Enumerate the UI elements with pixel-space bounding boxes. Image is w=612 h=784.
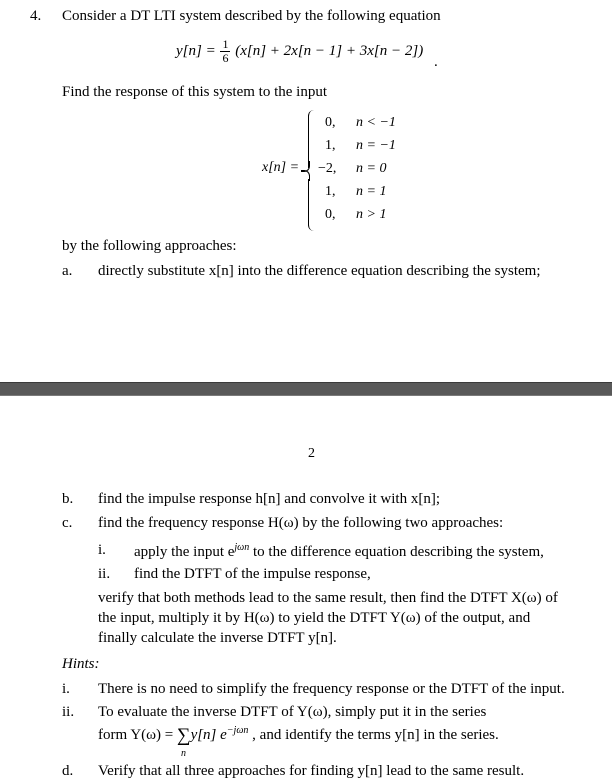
fraction-denominator: 6 [222,51,229,65]
find-response-text: Find the response of this system to the input [62,84,327,100]
sigma-symbol: ∑ [177,725,191,746]
hints-title: Hints: [62,656,100,672]
verify-line: finally calculate the inverse DTFT y[n]. [98,630,337,646]
sub-ii-label: ii. [98,566,111,582]
approach-d-text: Verify that all three approaches for finding y[n] lead to the same result. [98,763,525,779]
case-condition: n < −1 [356,115,396,130]
sub-i-exponent: jωn [234,542,250,553]
case-value: 0, [325,207,336,222]
hint-ii-line2-post: , and identify the terms y[n] in the series. [248,727,499,743]
case-condition: n = 0 [356,161,387,176]
hint-i-text: There is no need to simplify the frequency response or the DTFT of the input. [98,681,565,697]
sigma-subscript: n [181,748,187,759]
verify-line: verify that both methods lead to the same result, then find the DTFT X(ω) of [98,590,558,606]
problem-number: 4. [30,8,42,24]
approach-a-text: directly substitute x[n] into the difference equation describing the system; [98,263,541,279]
approach-b-text: find the impulse response h[n] and convolve it with x[n]; [98,491,441,507]
case-value: 1, [325,138,336,153]
approach-b-label: b. [62,491,74,507]
hint-ii-exponent: −jωn [226,725,249,736]
verify-line: the input, multiply it by H(ω) to yield the DTFT Y(ω) of the output, and [98,610,531,626]
difference-equation [176,38,423,65]
case-value: 1, [325,184,336,199]
problem-intro: Consider a DT LTI system described by the following equation [62,8,441,24]
sub-i-post: to the difference equation describing the system, [249,544,544,560]
approach-a-label: a. [62,263,73,279]
case-value: −2, [318,161,337,176]
page-separator [0,382,612,396]
case-condition: n > 1 [356,207,387,222]
case-condition: n = −1 [356,138,396,153]
equation-rhs: (x[n] + 2x[n − 1] + 3x[n − 2]) [235,42,424,59]
sub-i-text [134,542,544,561]
hint-ii-line2-pre: form Y(ω) = [98,727,178,743]
hint-i-label: i. [62,681,70,697]
approach-c-label: c. [62,515,73,531]
equation-fraction [220,38,230,65]
input-signal-label: x[n] = [262,160,300,175]
hint-ii-line1: To evaluate the inverse DTFT of Y(ω), simply put it in the series [98,704,487,720]
case-condition: n = 1 [356,184,387,199]
sub-ii-text: find the DTFT of the impulse response, [134,566,371,582]
approach-c-text: find the frequency response H(ω) by the following two approaches: [98,515,504,531]
hint-ii-line2-mid: y[n] e [190,727,227,743]
sub-i-label: i. [98,542,106,558]
by-following-text: by the following approaches: [62,238,237,254]
equation-lhs: y[n] = [176,42,216,59]
page-number: 2 [308,446,315,461]
approach-d-label: d. [62,763,74,779]
hint-ii-label: ii. [62,704,75,720]
hint-ii-line2 [98,725,499,759]
fraction-numerator: 1 [222,37,229,51]
sub-i-pre: apply the input e [134,544,235,560]
case-value: 0, [325,115,336,130]
equation-period: . [434,54,438,70]
